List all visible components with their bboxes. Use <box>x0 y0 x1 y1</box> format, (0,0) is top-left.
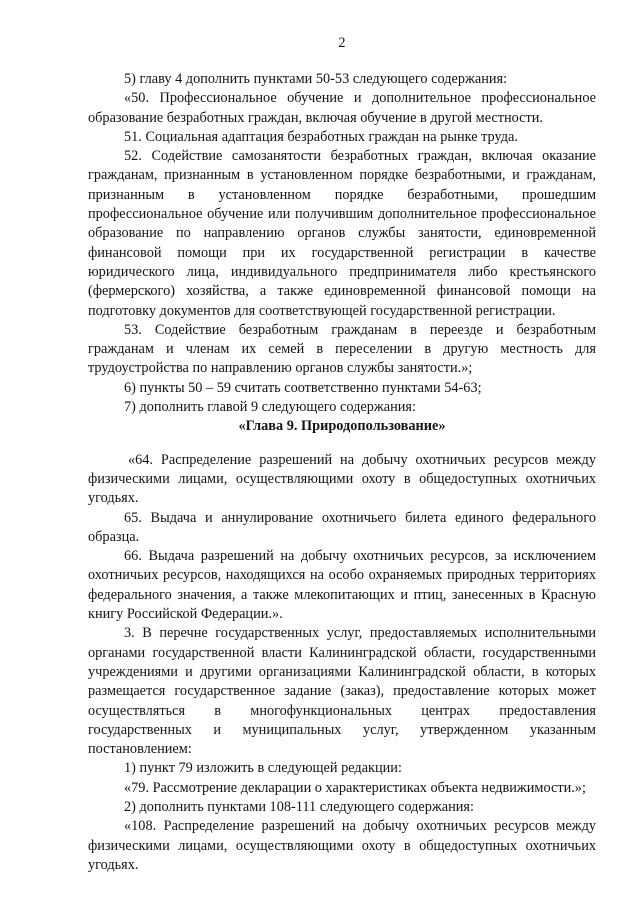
paragraph: 65. Выдача и аннулирование охотничьего билета единого федерального образца. <box>88 509 596 545</box>
paragraph: 2) дополнить пунктами 108-111 следующего содержания: <box>124 798 474 815</box>
paragraph: 1) пункт 79 изложить в следующей редакции: <box>124 760 402 777</box>
paragraph: 51. Социальная адаптация безработных граждан на рынке труда. <box>124 128 518 145</box>
page-number: 2 <box>338 35 346 51</box>
chapter-heading: «Глава 9. Природопользование» <box>238 418 446 435</box>
paragraph: 3. В перечне государственных услуг, предоставляемых исполнительными органами государственной власти Калининградской области, государственными учреждениями и другими организациями Калининградской области, в которых размещается государственное задание (заказ), предоставление которых может осуществляться в многофункциональных центрах предоставления государственных и муниципальных услуг, утвержденном указанным постановлением: <box>88 625 596 758</box>
paragraph: 52. Содействие самозанятости безработных граждан, включая оказание гражданам, признанным в установленном порядке безработными, и гражданам, признанным в установленном порядке безработными, прошедшим профессиональное обучение или получившим дополнительное профессиональное образование по направлению органов службы занятости, единовременной финансовой помощи при их государственной регистрации в качестве юридического лица, индивидуального предпринимателя либо крестьянского (фермерского) хозяйства, а также единовременной финансовой помощи на подготовку документов для соответствующей государственной регистрации. <box>88 148 596 319</box>
paragraph: 7) дополнить главой 9 следующего содержания: <box>124 399 416 416</box>
paragraph: 66. Выдача разрешений на добычу охотничьих ресурсов, за исключением охотничьих ресурсов, находящихся на особо охраняемых природных территориях федерального значения, а также млекопитающих и птиц, занесенных в Красную книгу Российской Федерации.». <box>88 548 596 623</box>
paragraph: «79. Рассмотрение декларации о характеристиках объекта недвижимости.»; <box>124 779 586 796</box>
paragraph: «108. Распределение разрешений на добычу охотничьих ресурсов между физическими лицами, осуществляющими охоту в общедоступных охотничьих угодьях. <box>88 818 596 873</box>
document-body <box>88 70 596 875</box>
paragraph: «50. Профессиональное обучение и дополнительное профессиональное образование безработных граждан, включая обучение в другой местности. <box>88 90 596 126</box>
paragraph: 6) пункты 50 – 59 считать соответственно пунктами 54-63; <box>124 379 482 396</box>
paragraph: 5) главу 4 дополнить пунктами 50-53 следующего содержания: <box>124 71 508 87</box>
paragraph: «64. Распределение разрешений на добычу охотничьих ресурсов между физическими лицами, осуществляющими охоту в общедоступных охотничьих угодьях. <box>88 451 596 507</box>
paragraph: 53. Содействие безработным гражданам в переезде и безработным гражданам и членам их семей в переселении в другую местность для трудоустройства по направлению органов службы занятости.»; <box>88 321 596 377</box>
